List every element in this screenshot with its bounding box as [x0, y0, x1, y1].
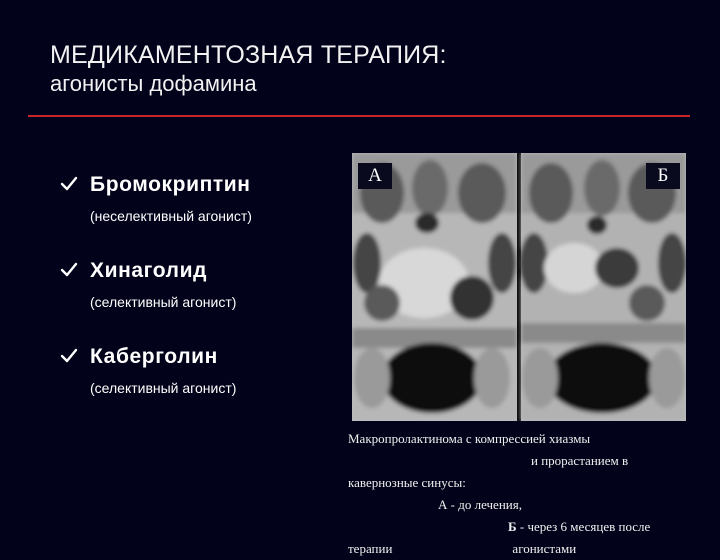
drug-item-quinagolide	[60, 258, 350, 312]
mri-scan-illustration	[352, 153, 686, 421]
mri-comparison-image	[352, 153, 686, 421]
slide-subtitle: агонисты дофамина	[50, 71, 257, 96]
title-divider	[28, 115, 690, 117]
caption-text: - через 6 месяцев после	[516, 519, 651, 534]
image-caption	[348, 428, 688, 560]
caption-line	[348, 516, 688, 538]
drug-item-cabergoline	[60, 344, 350, 398]
caption-line: кавернозные синусы:	[348, 475, 466, 490]
checkmark-icon	[60, 347, 78, 365]
checkmark-icon	[60, 175, 78, 193]
image-label-a: А	[358, 163, 392, 189]
drug-list	[60, 172, 350, 430]
caption-text: агонистами	[512, 541, 577, 556]
caption-line: А - до лечения,	[438, 497, 522, 512]
drug-note: (селективный агонист)	[90, 380, 237, 396]
caption-bold-label: Б	[508, 519, 517, 534]
checkmark-icon	[60, 261, 78, 279]
drug-item-bromocriptine	[60, 172, 350, 226]
drug-name: Каберголин	[90, 345, 218, 368]
drug-note: (неселективный агонист)	[90, 208, 252, 224]
image-label-b: Б	[646, 163, 680, 189]
drug-note: (селективный агонист)	[90, 294, 237, 310]
slide-title: МЕДИКАМЕНТОЗНАЯ ТЕРАПИЯ:	[50, 41, 447, 69]
drug-name: Хинаголид	[90, 259, 208, 282]
caption-line	[348, 538, 688, 560]
caption-line: и прорастанием в	[531, 453, 629, 468]
title-block	[50, 40, 447, 98]
caption-text: терапии	[348, 541, 393, 556]
caption-line: Макропролактинома с компрессией хиазмы	[348, 431, 591, 446]
drug-name: Бромокриптин	[90, 173, 251, 196]
